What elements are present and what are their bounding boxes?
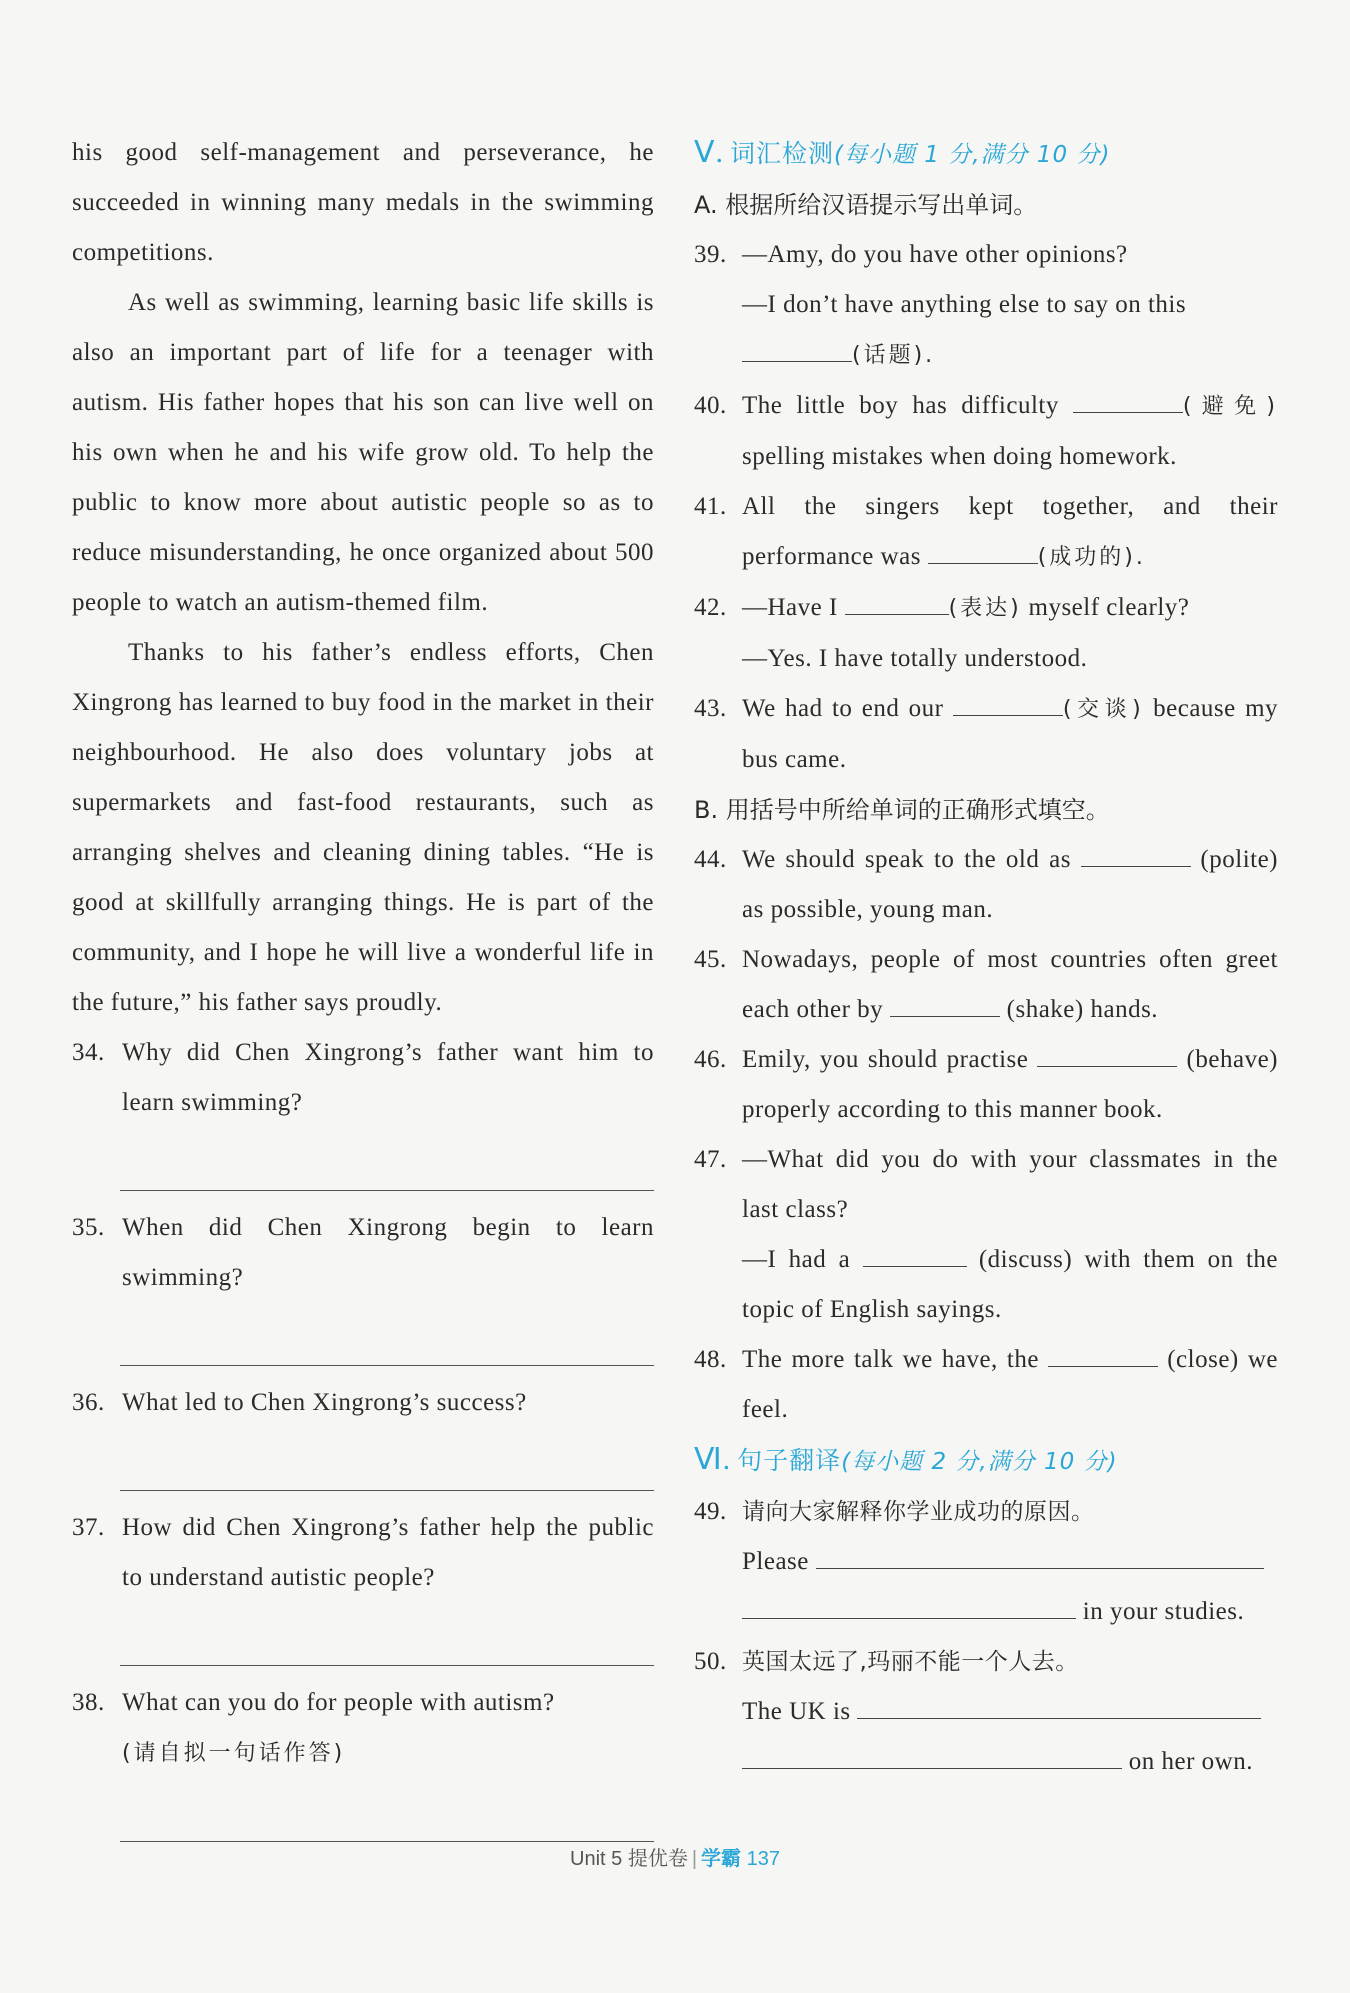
section-title: 句子翻译: [737, 1446, 842, 1475]
dialogue-line-a: —Amy, do you have other opinions?: [742, 241, 1128, 268]
chinese-hint: (交谈): [1062, 697, 1144, 722]
sentence-start: All the singers kept together, and their performance was: [742, 493, 1278, 570]
sentence-end: because my bus came.: [742, 695, 1279, 773]
fill-blank[interactable]: [742, 337, 852, 362]
question-46: [694, 1035, 1278, 1135]
question-47: [694, 1135, 1278, 1335]
sentence-end: myself clearly?: [1028, 594, 1190, 621]
question-number: 47.: [694, 1146, 727, 1173]
sentence-start: Please: [742, 1548, 809, 1575]
fill-blank[interactable]: [1081, 842, 1191, 867]
translation-blank[interactable]: [742, 1592, 1076, 1619]
dialogue-line-b: —Yes. I have totally understood.: [742, 645, 1088, 672]
sentence-start: —Have I: [742, 594, 838, 621]
section-number: Ⅴ.: [694, 136, 725, 169]
question-text: What can you do for people with autism?: [122, 1689, 555, 1716]
sentence-end: (close) we feel.: [742, 1346, 1279, 1423]
page-number: 137: [746, 1848, 780, 1870]
page-footer: [0, 1842, 1350, 1871]
fill-blank[interactable]: [953, 691, 1063, 716]
fill-blank[interactable]: [863, 1242, 967, 1267]
sentence-end: spelling mistakes when doing homework.: [742, 443, 1177, 470]
question-number: 43.: [694, 695, 727, 722]
dialogue-line-b: —I don’t have anything else to say on this: [742, 291, 1187, 318]
question-34: [72, 1028, 654, 1128]
question-36: [72, 1378, 654, 1428]
sentence-start: The little boy has difficulty: [742, 392, 1059, 419]
sentence-end: on her own.: [1128, 1748, 1253, 1775]
question-number: 45.: [694, 946, 727, 973]
brand-logo: 学霸: [701, 1846, 742, 1870]
question-39: [694, 230, 1278, 381]
answer-line-36[interactable]: [120, 1428, 654, 1491]
sentence-start: The more talk we have, the: [742, 1346, 1039, 1373]
question-text: What led to Chen Xingrong’s success?: [122, 1389, 527, 1416]
answer-line-34[interactable]: [120, 1128, 654, 1191]
question-number: 42.: [694, 594, 727, 621]
fill-blank[interactable]: [1073, 388, 1183, 413]
answer-line-35[interactable]: [120, 1303, 654, 1366]
sentence-end: (behave) properly according to this manner book.: [742, 1046, 1278, 1123]
sentence-start: Emily, you should practise: [742, 1046, 1029, 1073]
sentence-end: (shake) hands.: [1006, 996, 1159, 1023]
question-number: 39.: [694, 241, 727, 268]
section-title: 词汇检测: [730, 139, 835, 168]
sentence-end: in your studies.: [1082, 1598, 1245, 1625]
chinese-sentence: 请向大家解释你学业成功的原因。: [742, 1499, 1095, 1525]
part-a-instructions: A. 根据所给汉语提示写出单词。: [694, 191, 1038, 219]
section-6-heading: [694, 1435, 1278, 1487]
question-number: 46.: [694, 1046, 727, 1073]
answer-line-37[interactable]: [120, 1603, 654, 1666]
section-points: (每小题 1 分,满分 10 分): [834, 142, 1111, 168]
question-number: 37.: [72, 1514, 105, 1541]
question-number: 48.: [694, 1346, 727, 1373]
sentence-start: Nowadays, people of most countries often greet each other by: [742, 946, 1278, 1023]
chinese-hint: (避免): [1182, 394, 1278, 419]
question-number: 34.: [72, 1039, 105, 1066]
fill-blank[interactable]: [845, 590, 949, 615]
sentence-start: We had to end our: [742, 695, 944, 722]
question-49: [694, 1487, 1278, 1637]
left-column: [72, 128, 654, 1854]
translation-blank[interactable]: [816, 1542, 1264, 1569]
passage-paragraph-3: Thanks to his father’s endless efforts, Chen Xingrong has learned to buy food in the market in their neighbourhood. He also does voluntary jobs at supermarkets and fast-food restaurants, such as arranging shelves and cleaning dining tables. “He is good at skillfully arranging things. He is part of the community, and I hope he will live a wonderful life in the future,” his father says proudly.: [72, 639, 654, 1016]
question-text: Why did Chen Xingrong’s father want him to learn swimming?: [122, 1039, 654, 1116]
passage-paragraph-2: As well as swimming, learning basic life skills is also an important part of life for a teenager with autism. His father hopes that his son can live well on his own when he and his wife grow old. To help the public to know more about autistic people so as to reduce misunderstanding, he once organized about 500 people to watch an autism-themed film.: [72, 289, 654, 616]
section-number: Ⅵ.: [694, 1443, 732, 1476]
question-text: When did Chen Xingrong begin to learn swimming?: [122, 1214, 654, 1291]
question-45: [694, 935, 1278, 1035]
part-b-instructions: B. 用括号中所给单词的正确形式填空。: [694, 796, 1110, 824]
dialogue-line-a: —What did you do with your classmates in the last class?: [742, 1146, 1278, 1223]
question-note: (请自拟一句话作答): [122, 1741, 346, 1766]
chinese-hint: (话题).: [852, 343, 936, 368]
question-number: 50.: [694, 1648, 727, 1675]
chinese-hint: (成功的).: [1037, 545, 1146, 570]
sentence-end: (polite) as possible, young man.: [742, 846, 1279, 923]
question-number: 40.: [694, 392, 727, 419]
question-50: [694, 1637, 1278, 1787]
chinese-hint: (表达): [948, 596, 1022, 621]
chinese-sentence: 英国太远了,玛丽不能一个人去。: [742, 1649, 1079, 1675]
question-number: 49.: [694, 1498, 727, 1525]
question-number: 38.: [72, 1689, 105, 1716]
right-column: [694, 128, 1278, 1787]
fill-blank[interactable]: [890, 992, 1000, 1017]
fill-blank[interactable]: [928, 539, 1038, 564]
question-number: 41.: [694, 493, 727, 520]
question-35: [72, 1203, 654, 1303]
question-44: [694, 835, 1278, 935]
section-5-heading: [694, 128, 1278, 180]
question-number: 35.: [72, 1214, 105, 1241]
fill-blank[interactable]: [1048, 1342, 1158, 1367]
question-40: [694, 381, 1278, 482]
footer-divider: |: [691, 1848, 698, 1870]
question-48: [694, 1335, 1278, 1435]
answer-line-38[interactable]: [120, 1779, 654, 1842]
question-42: [694, 583, 1278, 684]
sentence-start: We should speak to the old as: [742, 846, 1071, 873]
question-38: [72, 1678, 654, 1779]
sentence-end: (discuss) with them on the topic of English sayings.: [742, 1246, 1278, 1323]
question-37: [72, 1503, 654, 1603]
question-text: How did Chen Xingrong’s father help the public to understand autistic people?: [122, 1514, 654, 1591]
question-43: [694, 684, 1278, 785]
section-points: (每小题 2 分,满分 10 分): [841, 1449, 1118, 1475]
sentence-start: —I had a: [742, 1246, 851, 1273]
sentence-start: The UK is: [742, 1698, 851, 1725]
translation-blank[interactable]: [857, 1692, 1261, 1719]
question-number: 44.: [694, 846, 727, 873]
translation-blank[interactable]: [742, 1742, 1122, 1769]
fill-blank[interactable]: [1037, 1042, 1177, 1067]
question-number: 36.: [72, 1389, 105, 1416]
passage-paragraph-1: his good self-management and perseverance, he succeeded in winning many medals in the swimming competitions.: [72, 139, 654, 266]
question-41: [694, 482, 1278, 583]
unit-label: Unit 5 提优卷: [570, 1848, 688, 1870]
